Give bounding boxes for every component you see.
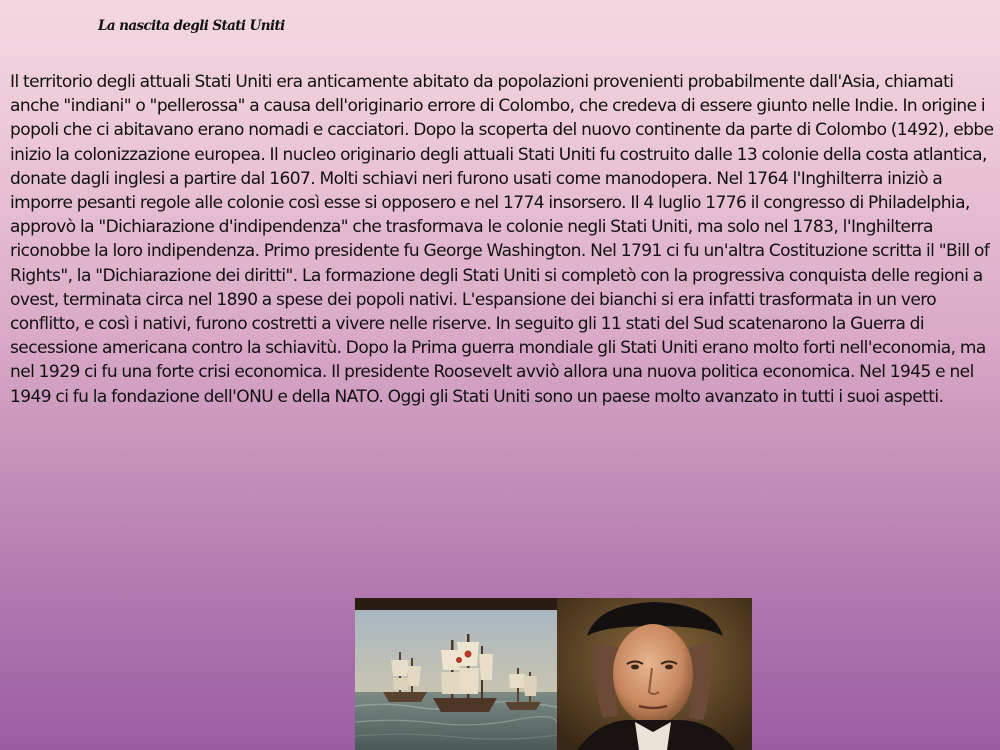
sailing-ships-painting: [355, 610, 557, 750]
image-strip: [355, 598, 752, 750]
columbus-portrait-painting: [557, 598, 752, 750]
body-paragraph: Il territorio degli attuali Stati Uniti era anticamente abitato da popolazioni provenienti probabilmente dall'Asia, chiamati anche "indiani" o "pellerossa" a causa dell'originario errore di Colombo, che credeva di essere giunto nelle Indie. In origine i popoli che ci abitavano erano nomadi e cacciatori. Dopo la scoperta del nuovo continente da parte di Colombo (1492), ebbe inizio la colonizzazione europea. Il nucleo originario degli attuali Stati Uniti fu costruito dalle 13 colonie della costa atlantica, donate dagli inglesi a partire dal 1607. Molti schiavi neri furono usati come manodopera. Nel 1764 l'Inghilterra iniziò a imporre pesanti regole alle colonie così esse si opposero e nel 1774 insorsero. Il 4 luglio 1776 il congresso di Philadelphia, approvò la "Dichiarazione d'indipendenza" che trasformava le colonie negli Stati Uniti, ma solo nel 1783, l'Inghilterra riconobbe la loro indipendenza. Primo presidente fu George Washington. Nel 1791 ci fu un'altra Costituzione scritta il "Bill of Rights", la "Dichiarazione dei diritti". La formazione degli Stati Uniti si completò con la progressiva conquista delle regioni a ovest, terminata circa nel 1890 a spese dei popoli nativi. L'espansione dei bianchi si era infatti trasformata in un vero conflitto, e così i nativi, furono costretti a vivere nelle riserve. In seguito gli 11 stati del Sud scatenarono la Guerra di secessione americana contro la schiavitù. Dopo la Prima guerra mondiale gli Stati Uniti erano molto forti nell'economia, ma nel 1929 ci fu una forte crisi economica. Il presidente Roosevelt avviò allora una nuova politica economica. Nel 1945 e nel 1949 ci fu la fondazione dell'ONU e della NATO. Oggi gli Stati Uniti sono un paese molto avanzato in tutti i suoi aspetti.: [10, 72, 994, 407]
slide-title: La nascita degli Stati Uniti: [98, 18, 285, 34]
